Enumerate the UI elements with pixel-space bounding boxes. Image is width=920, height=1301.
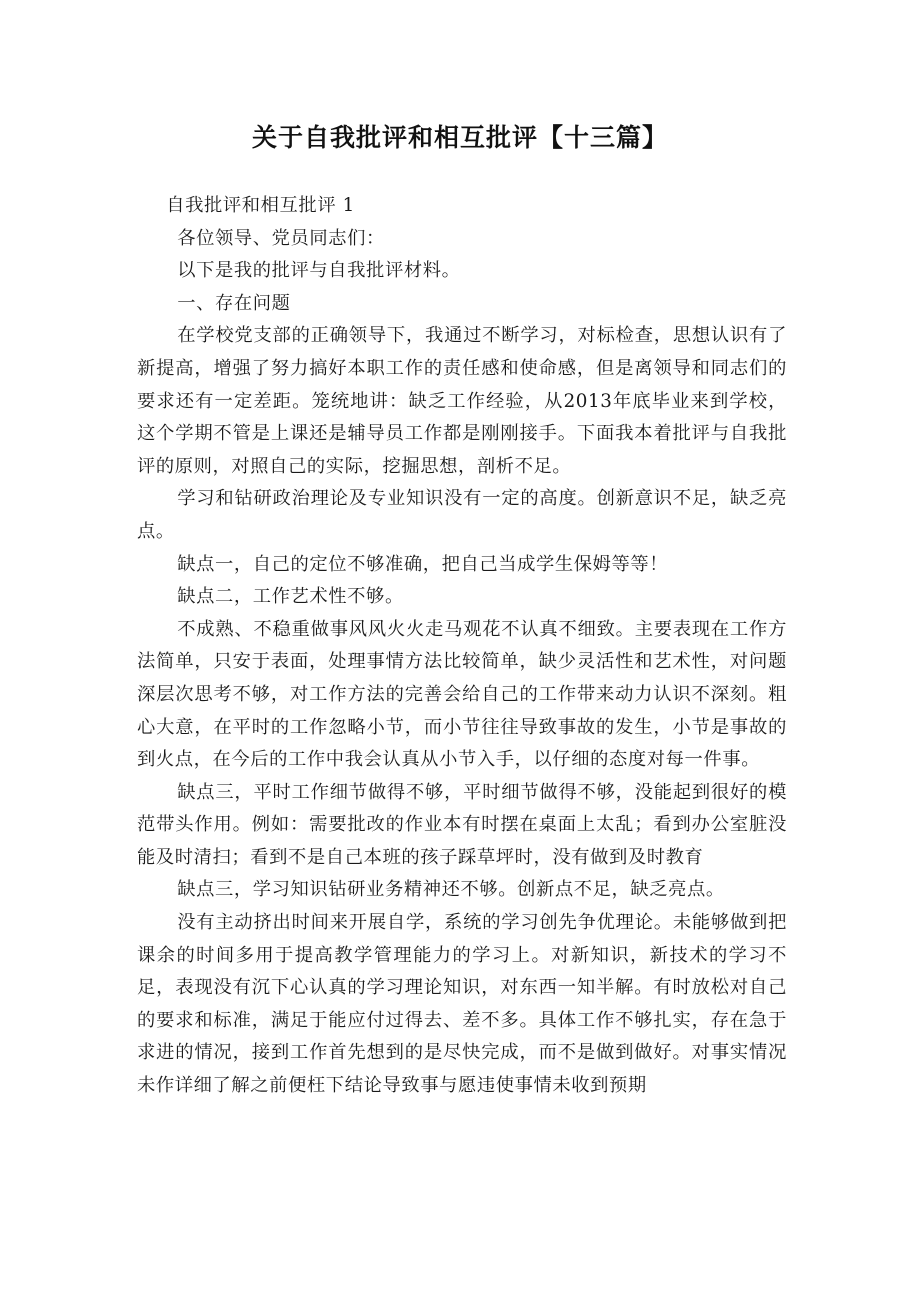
paragraph: 缺点一，自己的定位不够准确，把自己当成学生保姆等等！ <box>177 553 669 575</box>
paragraph: 没有主动挤出时间来开展自学，系统的学习创先争优理论。未能够做到把课余的时间多用于提高教学管理能力的学习上。对新知识，新技术的学习不足，表现没有沉下心认真的学习理论知识，对东西一知半解。有时放松对自己的要求和标准，满足于能应付过得去、差不多。具体工作不够扎实，存在急于求进的情况，接到工作首先想到的是尽快完成，而不是做到做好。对事实情况未作详细了解之前便枉下结论导致事与愿违使事情未收到预期 <box>137 912 787 1097</box>
section-heading: 自我批评和相互批评 1 <box>166 195 355 216</box>
paragraph: 学习和钻研政治理论及专业知识没有一定的高度。创新意识不足，缺乏亮点。 <box>137 488 787 542</box>
paragraph: 一、存在问题 <box>177 292 291 314</box>
paragraph: 以下是我的批评与自我批评材料。 <box>177 260 461 282</box>
paragraph: 不成熟、不稳重做事风风火火走马观花不认真不细致。主要表现在工作方法简单，只安于表面，处理事情方法比较简单，缺少灵活性和艺术性，对问题深层次思考不够，对工作方法的完善会给自己的工作带来动力认识不深刻。粗心大意，在平时的工作忽略小节，而小节往往导致事故的发生，小节是事故的到火点，在今后的工作中我会认真从小节入手，以仔细的态度对每一件事。 <box>137 618 787 771</box>
paragraph: 缺点三，平时工作细节做得不够，平时细节做得不够，没能起到很好的模范带头作用。例如：需要批改的作业本有时摆在桌面上太乱；看到办公室脏没能及时清扫；看到不是自己本班的孩子踩草坪时，没有做到及时教育 <box>137 781 787 868</box>
document-title: 关于自我批评和相互批评【十三篇】 <box>251 123 668 152</box>
paragraph: 在学校党支部的正确领导下，我通过不断学习，对标检查，思想认识有了新提高，增强了努力搞好本职工作的责任感和使命感，但是离领导和同志们的要求还有一定差距。笼统地讲：缺乏工作经验，从2013年底毕业来到学校，这个学期不管是上课还是辅导员工作都是刚刚接手。下面我本着批评与自我批评的原则，对照自己的实际，挖掘思想，剖析不足。 <box>137 325 787 477</box>
paragraph: 缺点二，工作艺术性不够。 <box>177 586 404 608</box>
document-body <box>137 190 787 1103</box>
paragraph: 各位领导、党员同志们： <box>177 227 385 249</box>
paragraph: 缺点三，学习知识钻研业务精神还不够。创新点不足，缺乏亮点。 <box>177 879 725 901</box>
